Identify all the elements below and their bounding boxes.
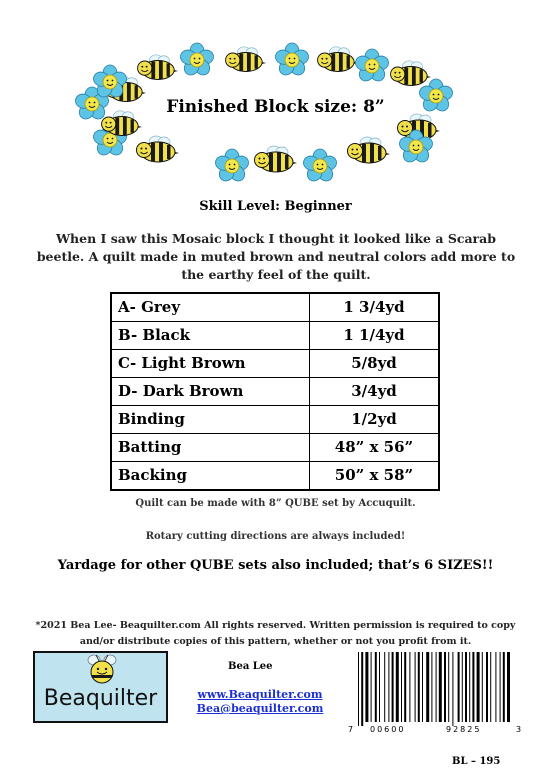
- fabric-amount: 1 3/4yd: [310, 293, 440, 322]
- barcode-bar: [448, 652, 449, 722]
- barcode-bar: [507, 652, 510, 722]
- table-row: [111, 293, 439, 322]
- barcode-bar: [469, 652, 470, 722]
- fabric-name: D- Dark Brown: [111, 378, 310, 406]
- skill-level: Skill Level: Beginner: [199, 199, 352, 214]
- barcode-bar: [415, 652, 416, 722]
- table-row: [111, 350, 439, 378]
- finished-block-size: Finished Block size: 8”: [166, 97, 385, 117]
- barcode-bar: [388, 652, 389, 722]
- fabric-amount: 1/2yd: [310, 406, 440, 434]
- table-row: [111, 462, 439, 491]
- table-row: [111, 378, 439, 406]
- barcode-bar: [418, 652, 420, 722]
- copyright-notice: *2021 Bea Lee- Beaquilter.com All rights reserved. Written permission is required to copy and/or distribute copies of this pattern, whether or not you profit from it.: [35, 620, 516, 647]
- fabric-requirements-table: [110, 292, 440, 491]
- email-link[interactable]: Bea@beaquilter.com: [196, 702, 324, 715]
- pattern-intro: When I saw this Mosaic block I thought it looked like a Scarab beetle. A quilt made in muted brown and neutral colors add more to the earthy feel of the quilt.: [36, 231, 516, 282]
- barcode-bar: [490, 652, 491, 722]
- fabric-amount: 1 1/4yd: [310, 322, 440, 350]
- fabric-name: B- Black: [111, 322, 310, 350]
- barcode-bar: [482, 652, 483, 722]
- barcode-bar: [409, 652, 410, 722]
- barcode-bar: [486, 652, 488, 722]
- barcode-bar: [401, 652, 402, 722]
- barcode-bar: [396, 652, 399, 722]
- barcode-bar: [361, 652, 363, 726]
- barcode-digit-lead: 7: [348, 725, 354, 734]
- barcode-bar: [426, 652, 429, 722]
- barcode-digit-group-1: 00600: [370, 725, 406, 734]
- fabric-name: Backing: [111, 462, 310, 491]
- barcode-bar: [365, 652, 368, 722]
- barcode: [346, 650, 524, 736]
- barcode-bar: [404, 652, 406, 722]
- barcode-bar: [379, 652, 380, 722]
- barcode-bar: [375, 652, 377, 722]
- barcode-bar: [477, 652, 480, 722]
- barcode-digit-group-2: 92825: [446, 725, 482, 734]
- pattern-id: BL – 195: [452, 756, 501, 767]
- fabric-name: C- Light Brown: [111, 350, 310, 378]
- barcode-bar: [439, 652, 442, 722]
- barcode-bar: [495, 652, 496, 722]
- fabric-name: Batting: [111, 434, 310, 462]
- yardage-note: Yardage for other QUBE sets also included; that’s 6 SIZES!!: [57, 558, 494, 573]
- table-row: [111, 322, 439, 350]
- barcode-bar: [371, 652, 372, 722]
- barcode-bar: [436, 652, 437, 722]
- barcode-bar: [503, 652, 505, 722]
- fabric-name: A- Grey: [111, 293, 310, 322]
- barcode-bar: [358, 652, 359, 726]
- barcode-bar: [392, 652, 394, 722]
- barcode-bar: [422, 652, 423, 722]
- fabric-amount: 5/8yd: [310, 350, 440, 378]
- barcode-bar: [444, 652, 446, 722]
- barcode-bar: [452, 652, 453, 726]
- barcode-bar: [472, 652, 474, 722]
- table-row: [111, 406, 439, 434]
- barcode-bar: [458, 652, 460, 722]
- barcode-bar: [431, 652, 432, 722]
- barcode-bar: [384, 652, 385, 722]
- barcode-bar: [465, 652, 467, 722]
- barcode-digit-check: 3: [516, 725, 522, 734]
- barcode-bar: [500, 652, 501, 722]
- logo-text: Beaquilter: [43, 686, 158, 711]
- barcode-bar: [462, 652, 463, 722]
- fabric-name: Binding: [111, 406, 310, 434]
- website-link[interactable]: www.Beaquilter.com: [197, 688, 323, 701]
- fabric-amount: 50” x 58”: [310, 462, 440, 491]
- qube-note: Quilt can be made with 8” QUBE set by Accuquilt.: [135, 498, 416, 509]
- fabric-amount: 48” x 56”: [310, 434, 440, 462]
- smiling-bee-icon: [84, 653, 120, 687]
- rotary-note: Rotary cutting directions are always included!: [145, 531, 406, 542]
- table-row: [111, 434, 439, 462]
- author-name: Bea Lee: [228, 661, 273, 672]
- fabric-amount: 3/4yd: [310, 378, 440, 406]
